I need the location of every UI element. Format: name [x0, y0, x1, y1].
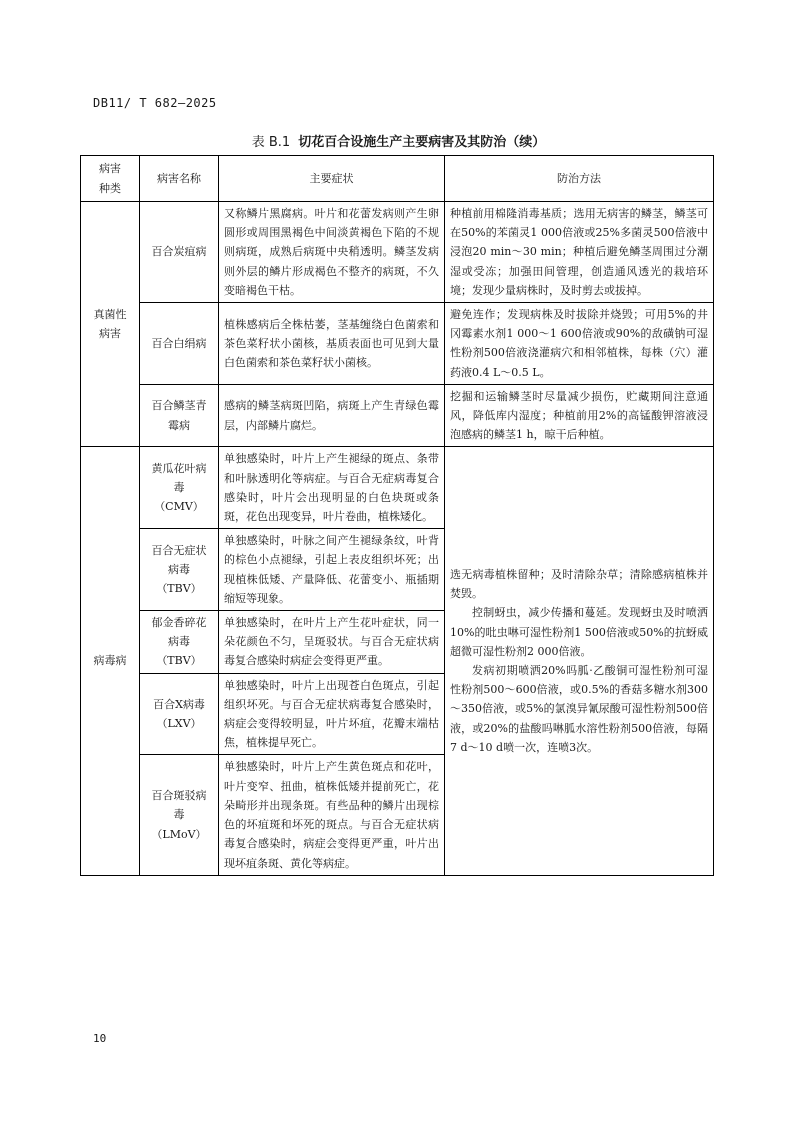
- category-cell-viral: 病毒病: [81, 447, 140, 875]
- symptom-cell: 单独感染时，叶脉之间产生褪绿条纹，叶背的棕色小点褪绿，引起上表皮组织坏死；出现植株低矮、产量降低、花蕾变小、瓶插期缩短等现象。: [219, 529, 445, 611]
- symptom-cell: 单独感染时，叶片上产生褪绿的斑点、条带和叶脉透明化等病症。与百合无症病毒复合感染时，叶片会出现明显的白色块斑或条斑，花色出现变异，叶片卷曲，植株矮化。: [219, 447, 445, 529]
- symptom-cell: 植株感病后全株枯萎，茎基缠绕白色菌索和茶色菜籽状小菌核，基质表面也可见到大量白色菌索和茶色菜籽状小菌核。: [219, 303, 445, 385]
- col-header-name: 病害名称: [140, 156, 219, 202]
- symptom-cell: 单独感染时，在叶片上产生花叶症状，同一朵花颜色不匀，呈斑驳状。与百合无症状病毒复合感染时病症会变得更严重。: [219, 611, 445, 674]
- table-number: 表 B.1: [251, 135, 291, 150]
- disease-name-cell: 郁金香碎花 病毒 （TBV）: [140, 611, 219, 674]
- treatment-cell: 避免连作；发现病株及时拔除并烧毁；可用5%的井冈霉素水剂1 000～1 600倍液或90%的敌磺钠可湿性粉剂500倍液浇灌病穴和相邻植株，每株（穴）灌药液0.4 L～0.5 L。: [445, 303, 714, 385]
- symptom-cell: 感病的鳞茎病斑凹陷，病斑上产生青绿色霉层，内部鳞片腐烂。: [219, 384, 445, 447]
- table-row: [81, 202, 714, 303]
- disease-table: [80, 155, 714, 876]
- document-code: DB11/ T 682—2025: [93, 96, 217, 110]
- symptom-cell: 单独感染时，叶片上产生黄色斑点和花叶，叶片变窄、扭曲，植株低矮并提前死亡，花朵畸形并出现条斑。有些品种的鳞片出现棕色的坏疽斑和坏死的斑点。与百合无症状病毒复合感染时，病症会变得更严重，叶片出现坏疽条斑、黄化等病症。: [219, 755, 445, 875]
- disease-name-cell: 黄瓜花叶病 毒 （CMV）: [140, 447, 219, 529]
- category-cell-fungal: 真菌性 病害: [81, 202, 140, 447]
- table-title-text: 切花百合设施生产主要病害及其防治（续）: [298, 135, 546, 150]
- symptom-cell: 单独感染时，叶片上出现苍白色斑点，引起组织坏死。与百合无症状病毒复合感染时，病症会变得较明显，叶片坏疽，花瓣末端枯焦，植株提早死亡。: [219, 673, 445, 755]
- treatment-cell: 种植前用棉隆消毒基质；选用无病害的鳞茎，鳞茎可在50%的苯菌灵1 000倍液或25%多菌灵500倍液中浸泡20 min～30 min；种植后避免鳞茎周围过分潮湿或受冻；加强田间管理，创造通风透光的栽培环境；发现少量病株时，及时剪去或拔掉。: [445, 202, 714, 303]
- col-header-treatment: 防治方法: [445, 156, 714, 202]
- table-row: [81, 447, 714, 529]
- table-title: [0, 131, 793, 150]
- symptom-cell: 又称鳞片黑腐病。叶片和花蕾发病则产生卵圆形或周围黑褐色中间淡黄褐色下陷的不规则病斑，成熟后病斑中央稍透明。鳞茎发病则外层的鳞片形成褐色不整齐的病斑，不久变暗褐色干枯。: [219, 202, 445, 303]
- disease-name-cell: 百合X病毒 （LXV）: [140, 673, 219, 755]
- treatment-cell-viral: [445, 447, 714, 875]
- disease-name-cell: 百合无症状 病毒 （TBV）: [140, 529, 219, 611]
- page-number: 10: [93, 1032, 107, 1045]
- treatment-paragraph: 控制蚜虫，减少传播和蔓延。发现蚜虫及时喷洒10%的吡虫啉可湿性粉剂1 500倍液或50%的抗蚜威超微可湿性粉剂2 000倍液。: [450, 606, 708, 658]
- col-header-category: 病害 种类: [81, 156, 140, 202]
- treatment-paragraph: 选无病毒植株留种；及时清除杂草；清除感病植株并焚毁。: [450, 568, 708, 601]
- disease-name-cell: 百合斑驳病 毒 （LMoV）: [140, 755, 219, 875]
- disease-name-cell: 百合白绢病: [140, 303, 219, 385]
- table-row: [81, 303, 714, 385]
- treatment-paragraph: 发病初期喷洒20%吗胍·乙酸铜可湿性粉剂可湿性粉剂500～600倍液，或0.5%的香菇多糖水剂300～350倍液，或5%的氯溴异氰尿酸可湿性粉剂500倍液，或20%的盐酸吗啉胍水溶性粉剂500倍液，每隔7 d～10 d喷一次，连喷3次。: [450, 664, 708, 754]
- disease-name-cell: 百合鳞茎青 霉病: [140, 384, 219, 447]
- treatment-cell: 挖掘和运输鳞茎时尽量减少损伤，贮藏期间注意通风，降低库内湿度；种植前用2%的高锰酸钾溶液浸泡感病的鳞茎1 h，晾干后种植。: [445, 384, 714, 447]
- col-header-symptom: 主要症状: [219, 156, 445, 202]
- table-header-row: [81, 156, 714, 202]
- disease-name-cell: 百合炭疽病: [140, 202, 219, 303]
- table-row: [81, 384, 714, 447]
